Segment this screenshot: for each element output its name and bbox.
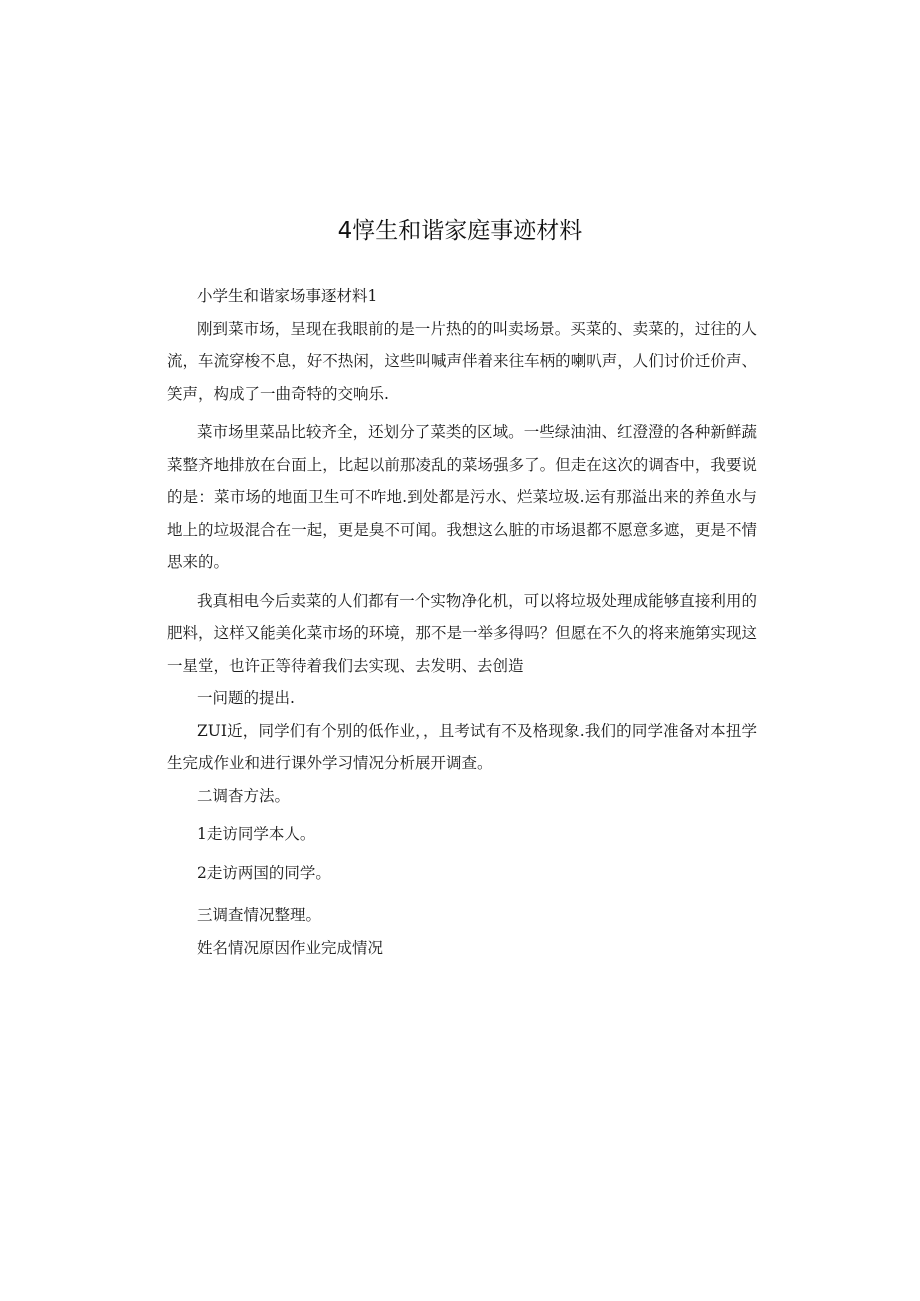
section-heading: 一问题的提出. (197, 689, 295, 707)
section-heading: 二调杳方法。 (197, 786, 291, 805)
table-header-line: 姓名情况原因作业完成情况 (197, 938, 384, 957)
list-item: 1走访同学本人。 (197, 825, 316, 843)
list-item: 2走访两国的同学。 (197, 863, 331, 882)
paragraph-heading: 小学生和谐家场事逐材料1 (197, 287, 378, 305)
paragraph: 刚到菜市场，呈现在我眼前的是一片热的的叫卖场景。买菜的、卖菜的，过往的人流，车流穿梭不息，好不热闲，这些叫喊声伴着来往车柄的喇叭声，人们讨价迁价声、笑声，构成了一曲奇特的交响乐. (167, 319, 757, 403)
paragraph: 菜市场里菜品比较齐全，还划分了菜类的区域。一些绿油油、红澄澄的各种新鲜蔬菜整齐地排放在台面上，比起以前那凌乱的菜场强多了。但走在这次的调杳中，我要说的是：菜市场的地面卫生可不咋地.到处都是污水、烂菜垃圾.运有那溢出来的养鱼水与地上的垃圾混合在一起，更是臭不可闻。我想这么脏的市场退都不愿意多遮，更是不情思来的。 (167, 423, 757, 571)
paragraph: 我真相电今后卖菜的人们都有一个实物净化机，可以将垃圾处理成能够直接利用的肥料，这样又能美化菜市场的环境，那不是一举多得吗？但愿在不久的将来施第实现这一星堂，也许正等待着我们去实现、去发明、去创造 (167, 591, 757, 675)
document-body (167, 280, 757, 964)
paragraph: ZUI近，同学们有个别的低作业，，且考试有不及格现象.我们的同学准备对本扭学生完成作业和进行课外学习情况分析展开调查。 (167, 721, 757, 772)
document-title: 4惇生和谐家庭事迹材料 (337, 218, 583, 244)
section-heading: 三调查情况整理。 (197, 906, 322, 924)
